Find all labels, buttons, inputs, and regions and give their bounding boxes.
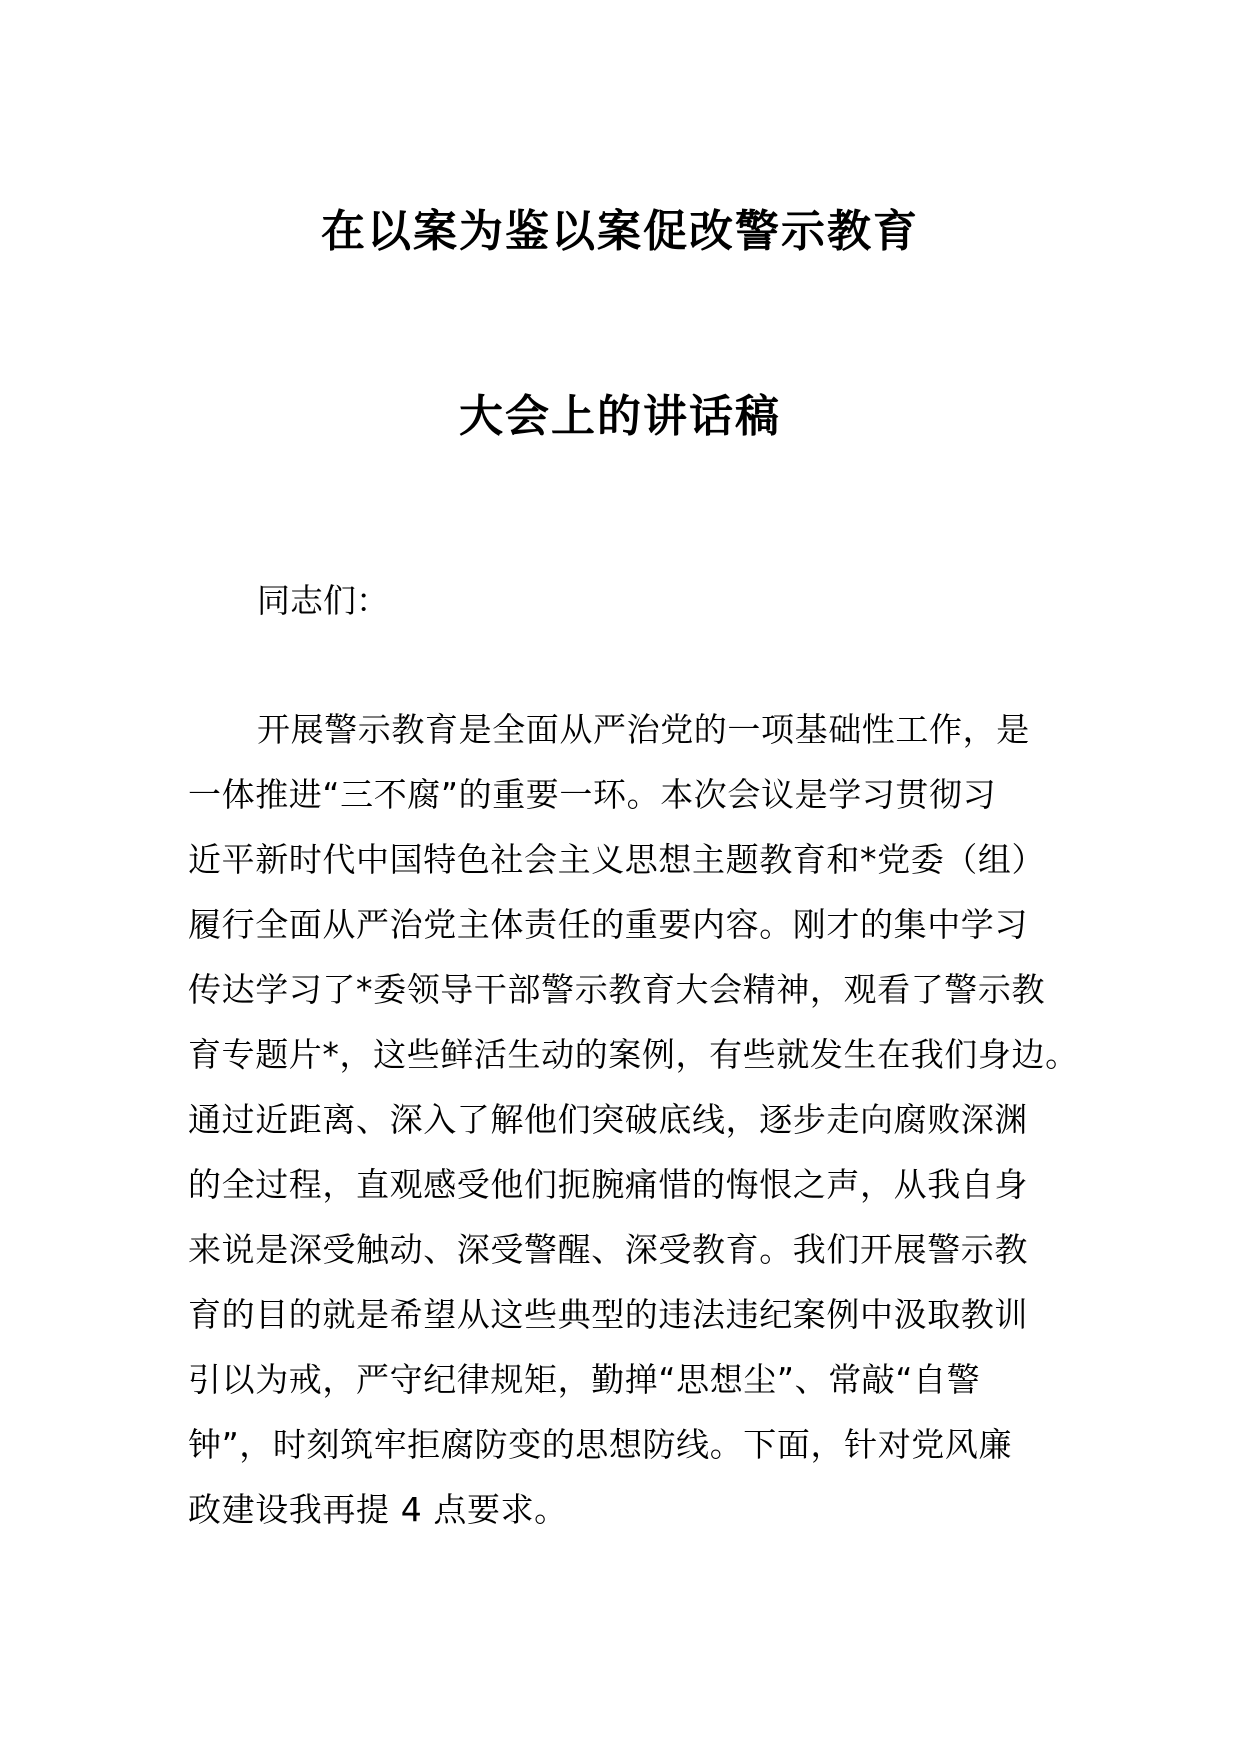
paragraph-line: 开展警示教育是全面从严治党的一项基础性工作，是: [257, 710, 1030, 749]
paragraph-line: 近平新时代中国特色社会主义思想主题教育和*党委（组）: [188, 840, 1046, 879]
paragraph-line: 来说是深受触动、深受警醒、深受教育。我们开展警示教: [188, 1230, 1028, 1269]
body-paragraph: [188, 697, 1088, 1542]
document-title-line-2: 大会上的讲话稿: [459, 391, 781, 442]
paragraph-line: 的全过程，直观感受他们扼腕痛惜的悔恨之声，从我自身: [188, 1165, 1028, 1204]
paragraph-line: 育专题片*，这些鲜活生动的案例，有些就发生在我们身边。: [188, 1035, 1079, 1074]
paragraph-line: 钟”，时刻筑牢拒腐防变的思想防线。下面，针对党风廉: [188, 1425, 1013, 1464]
paragraph-line: 育的目的就是希望从这些典型的违法违纪案例中汲取教训: [188, 1295, 1028, 1334]
paragraph-line: 引以为戒，严守纪律规矩，勤掸“思想尘”、常敲“自警: [188, 1360, 981, 1399]
paragraph-line: 政建设我再提 4 点要求。: [188, 1490, 568, 1529]
paragraph-line: 履行全面从严治党主体责任的重要内容。刚才的集中学习: [188, 905, 1028, 944]
paragraph-line: 一体推进“三不腐”的重要一环。本次会议是学习贯彻习: [188, 775, 997, 814]
paragraph-line: 通过近距离、深入了解他们突破底线，逐步走向腐败深渊: [188, 1100, 1028, 1139]
document-title-line-1: 在以案为鉴以案促改警示教育: [321, 206, 919, 257]
paragraph-line: 传达学习了*委领导干部警示教育大会精神，观看了警示教: [188, 970, 1046, 1009]
salutation: 同志们：: [257, 581, 389, 620]
